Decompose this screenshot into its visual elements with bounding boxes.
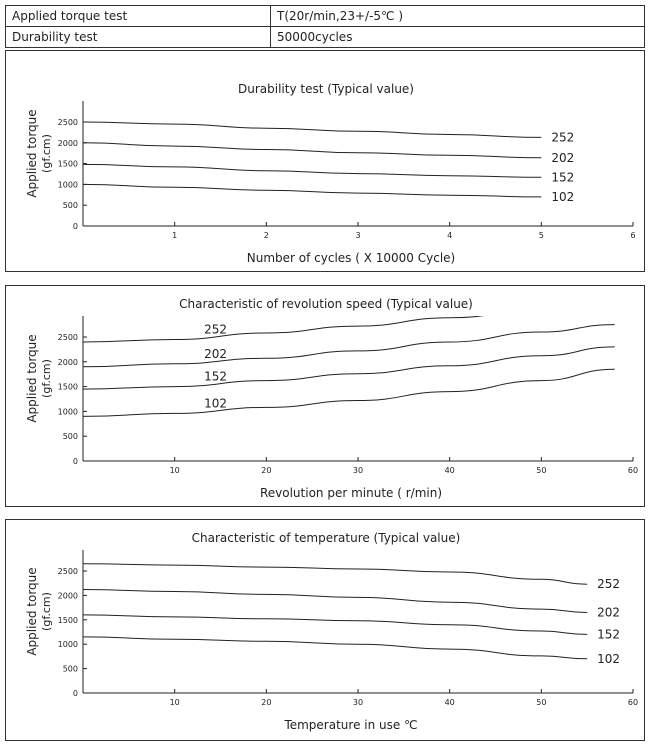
series-line-252 (83, 564, 587, 585)
x-tick-label: 60 (627, 466, 639, 475)
y-tick-label: 2000 (57, 138, 78, 148)
y-tick-label: 1000 (57, 180, 78, 190)
series-label: 102 (597, 651, 621, 666)
y-axis-label: Applied torque (25, 567, 39, 656)
series-label: 202 (204, 346, 228, 361)
x-tick-label: 10 (169, 466, 180, 475)
y-tick-label: 500 (62, 201, 78, 211)
series-line-152 (83, 347, 615, 389)
series-label: 152 (204, 369, 228, 384)
spec-label: Durability test (6, 27, 271, 48)
x-axis-label: Number of cycles ( X 10000 Cycle) (246, 251, 456, 265)
y-tick-label: 2000 (57, 591, 78, 601)
series-line-152 (83, 164, 541, 177)
x-tick-label: 4 (447, 231, 453, 240)
x-tick-label: 10 (169, 698, 180, 707)
revolution-speed-chart (6, 286, 646, 508)
y-tick-label: 2500 (57, 567, 78, 576)
spec-row-durability (6, 27, 645, 48)
y-tick-label: 0 (72, 457, 78, 466)
series-line-202 (83, 143, 541, 158)
y-tick-label: 2000 (57, 357, 78, 367)
series-label: 252 (204, 322, 228, 337)
x-tick-label: 3 (355, 231, 361, 240)
series-label: 252 (597, 577, 621, 592)
series-line-252 (83, 306, 578, 342)
series-line-102 (83, 637, 587, 659)
series-line-202 (83, 590, 587, 613)
x-tick-label: 2 (263, 231, 269, 240)
spec-row-torque (6, 6, 645, 27)
y-axis-unit: (gf.cm) (40, 134, 53, 173)
temperature-chart (6, 520, 646, 742)
series-line-252 (83, 122, 541, 137)
series-label: 152 (597, 627, 621, 642)
spec-value: 50000cycles (271, 27, 645, 48)
chart-title: Durability test (Typical value) (238, 82, 414, 96)
y-tick-label: 1500 (57, 615, 78, 625)
x-tick-label: 1 (172, 231, 178, 240)
y-tick-label: 1500 (57, 382, 78, 392)
x-axis-label: Revolution per minute ( r/min) (259, 486, 443, 500)
x-tick-label: 20 (261, 466, 272, 475)
y-axis-unit: (gf.cm) (40, 359, 53, 398)
series-label: 102 (204, 396, 228, 411)
series-label: 152 (551, 170, 575, 185)
y-tick-label: 1000 (57, 407, 78, 417)
y-tick-label: 1000 (57, 640, 78, 650)
y-tick-label: 2500 (57, 333, 78, 342)
x-tick-label: 60 (627, 698, 639, 707)
x-tick-label: 30 (352, 698, 364, 707)
x-tick-label: 20 (261, 698, 272, 707)
series-line-102 (83, 184, 541, 197)
durability-chart (6, 51, 646, 273)
y-tick-label: 0 (72, 689, 78, 698)
y-tick-label: 2500 (57, 118, 78, 127)
series-label: 252 (551, 130, 575, 145)
y-axis-label: Applied torque (25, 334, 39, 423)
y-tick-label: 1500 (57, 159, 78, 169)
series-line-102 (83, 369, 615, 416)
series-line-152 (83, 615, 587, 635)
x-tick-label: 40 (444, 466, 455, 475)
series-label: 102 (551, 189, 575, 204)
x-tick-label: 50 (536, 698, 547, 707)
x-tick-label: 30 (352, 466, 364, 475)
y-tick-label: 500 (62, 432, 78, 442)
spec-label: Applied torque test (6, 6, 271, 27)
x-tick-label: 6 (630, 231, 636, 240)
temperature-chart-panel (5, 519, 645, 741)
y-tick-label: 0 (72, 222, 78, 231)
series-label: 202 (551, 150, 575, 165)
revolution-chart-panel (5, 285, 645, 507)
chart-title: Characteristic of revolution speed (Typical value) (179, 297, 473, 311)
spec-table (5, 5, 645, 48)
spec-value: T(20r/min,23+/-5℃ ) (271, 6, 645, 27)
x-axis-label: Temperature in use ℃ (284, 718, 418, 732)
x-tick-label: 5 (538, 231, 544, 240)
x-tick-label: 50 (536, 466, 547, 475)
x-tick-label: 40 (444, 698, 455, 707)
durability-chart-panel (5, 50, 645, 272)
y-tick-label: 500 (62, 664, 78, 674)
y-axis-unit: (gf.cm) (40, 592, 53, 631)
series-line-202 (83, 325, 615, 367)
chart-title: Characteristic of temperature (Typical value) (191, 531, 461, 545)
y-axis-label: Applied torque (25, 109, 39, 198)
series-label: 202 (597, 605, 621, 620)
